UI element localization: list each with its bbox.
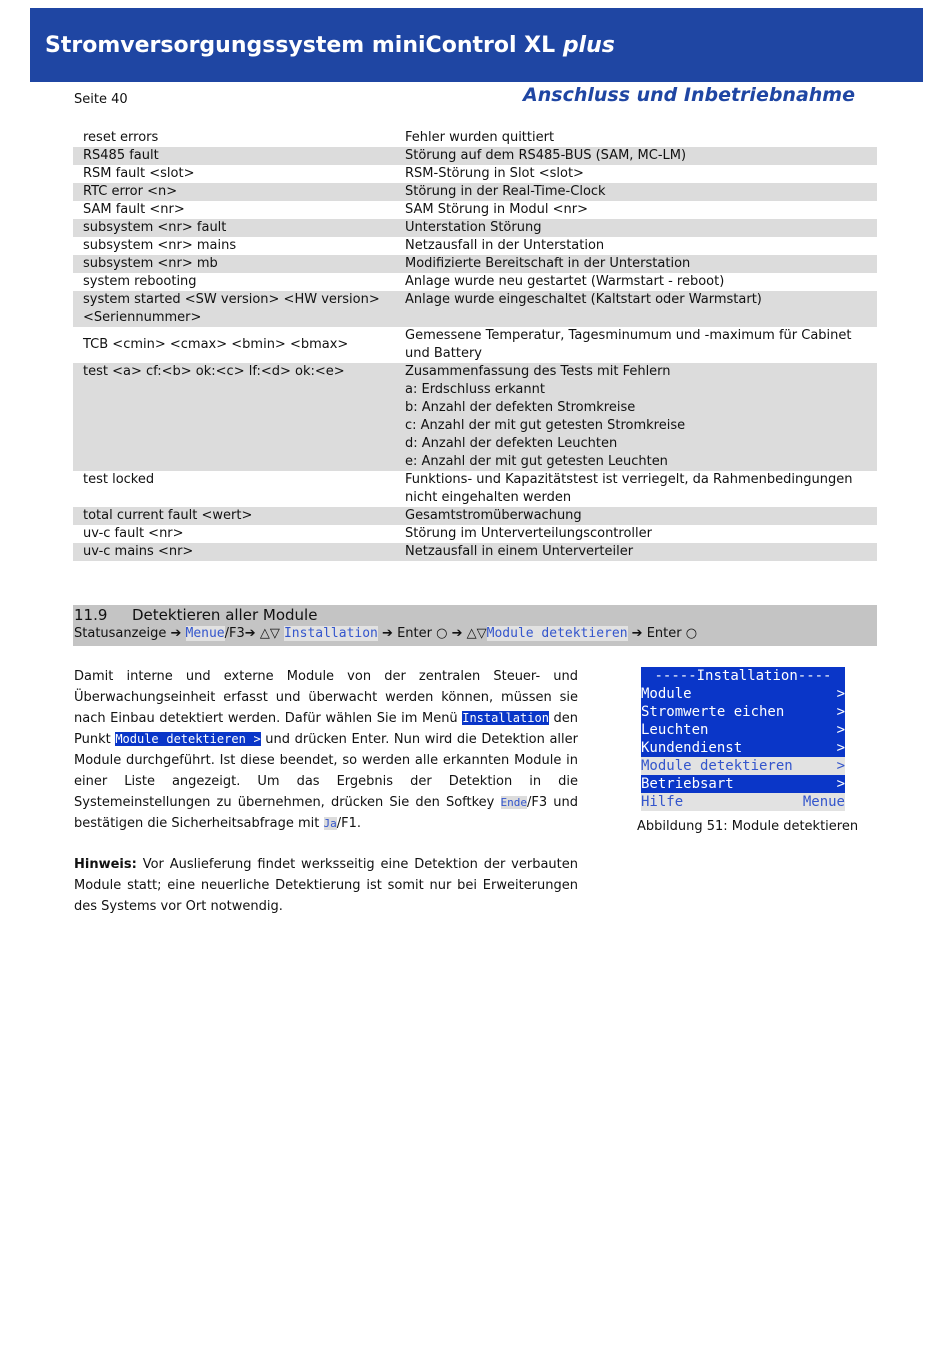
table-row bbox=[73, 183, 877, 201]
event-code: RSM fault <slot> bbox=[83, 166, 195, 181]
event-description-text: Unterstation Störung bbox=[405, 220, 542, 235]
lcd-item-arrow-icon: > bbox=[836, 776, 845, 792]
lcd-item-label: Kundendienst bbox=[641, 740, 743, 756]
event-description-text: Störung im Unterverteilungscontroller bbox=[405, 526, 652, 541]
table-row bbox=[73, 201, 877, 219]
enter-circle-icon: ○ bbox=[436, 626, 448, 641]
lcd-menu-item bbox=[641, 739, 845, 757]
table-row bbox=[73, 471, 877, 507]
up-down-icon: △▽ bbox=[466, 626, 487, 641]
lcd-menu-item bbox=[641, 721, 845, 739]
event-description bbox=[395, 129, 877, 147]
table-row bbox=[73, 165, 877, 183]
table-row bbox=[73, 525, 877, 543]
lcd-item-arrow-icon: > bbox=[836, 722, 845, 738]
lcd-item-label: Module bbox=[641, 686, 692, 702]
event-description bbox=[395, 507, 877, 525]
event-description bbox=[395, 525, 877, 543]
title-suffix: plus bbox=[562, 33, 615, 58]
lcd-item-arrow-icon: > bbox=[836, 704, 845, 720]
event-detail-line: a: Erdschluss erkannt bbox=[405, 382, 545, 397]
event-description-text: Fehler wurden quittiert bbox=[405, 130, 555, 145]
table-row bbox=[73, 255, 877, 273]
table-row bbox=[73, 327, 877, 363]
inline-ja: Ja bbox=[323, 817, 337, 830]
event-description-text: Anlage wurde neu gestartet (Warmstart - reboot) bbox=[405, 274, 725, 289]
section-number: 11.9 bbox=[74, 606, 108, 624]
event-code: RTC error <n> bbox=[73, 183, 395, 201]
lcd-menu-item bbox=[641, 757, 845, 775]
event-description bbox=[395, 327, 877, 363]
menu-path bbox=[74, 626, 697, 641]
event-description-text: Gemessene Temperatur, Tagesminumum und -maximum für Cabinet und Battery bbox=[405, 328, 852, 361]
table-row bbox=[73, 543, 877, 561]
inline-ende: Ende bbox=[500, 796, 527, 809]
event-code: SAM fault <nr> bbox=[83, 202, 185, 217]
path-f3: /F3 bbox=[224, 626, 245, 641]
event-description bbox=[395, 219, 877, 237]
figure-caption: Abbildung 51: Module detektieren bbox=[637, 819, 859, 834]
event-detail-line: e: Anzahl der mit gut getesten Leuchten bbox=[405, 454, 668, 469]
inline-module-detektieren: Module detektieren > bbox=[115, 732, 261, 746]
section-header bbox=[73, 605, 877, 646]
event-table bbox=[73, 129, 877, 561]
table-row bbox=[73, 363, 877, 471]
path-status: Statusanzeige bbox=[74, 626, 171, 641]
event-code: system started <SW version> <HW version> <Seriennummer> bbox=[73, 291, 395, 327]
arrow-icon: ➔ bbox=[244, 626, 256, 641]
event-description-text: SAM Störung in Modul <nr> bbox=[405, 202, 589, 217]
body-paragraph: Damit interne und externe Module von der zentralen Steuer- und Überwachungseinheit erfasst und überwacht werden können, müssen sie nach Einbau detektiert werden. Dafür wählen Sie im Menü Installation den Punkt Module detektieren > und drücken Enter. Nun wird die Detektion aller Module durchgeführt. Ist diese beendet, so werden alle erkannten Module in einer Liste angezeigt. Um das Ergebnis der Detektion in die Systemeinstellungen zu übernehmen, drücken Sie den Softkey Ende/F3 und bestätigen die Sicherheitsabfrage mit Ja/F1. bbox=[74, 669, 578, 831]
event-code: test <a> cf:<b> ok:<c> lf:<d> ok:<e> bbox=[73, 363, 395, 471]
table-row bbox=[73, 219, 877, 237]
lcd-display bbox=[641, 667, 845, 811]
event-description bbox=[395, 201, 877, 219]
path-installation: Installation bbox=[283, 626, 378, 641]
up-down-icon: △▽ bbox=[259, 626, 280, 641]
event-description bbox=[395, 183, 877, 201]
page-number: Seite 40 bbox=[74, 92, 128, 107]
lcd-item-label: Leuchten bbox=[641, 722, 709, 738]
event-description bbox=[395, 471, 877, 507]
event-description-text: Zusammenfassung des Tests mit Fehlern bbox=[405, 364, 671, 379]
event-description-text: Anlage wurde eingeschaltet (Kaltstart oder Warmstart) bbox=[405, 292, 762, 307]
event-description bbox=[395, 165, 877, 183]
event-description-text: Netzausfall in einem Unterverteiler bbox=[405, 544, 634, 559]
event-detail-line: d: Anzahl der defekten Leuchten bbox=[405, 436, 618, 451]
arrow-icon: ➔ bbox=[170, 626, 182, 641]
event-description bbox=[395, 543, 877, 561]
inline-installation: Installation bbox=[462, 711, 549, 725]
chapter-heading: Anschluss und Inbetriebnahme bbox=[523, 84, 855, 106]
event-description-text: Netzausfall in der Unterstation bbox=[405, 238, 605, 253]
event-code: test locked bbox=[83, 472, 155, 487]
event-code: subsystem <nr> fault bbox=[73, 219, 395, 237]
lcd-item-label: Stromwerte eichen bbox=[641, 704, 785, 720]
table-row bbox=[73, 273, 877, 291]
document-title: Stromversorgungssystem miniControl XL plus bbox=[45, 33, 615, 58]
lcd-menu-item bbox=[641, 685, 845, 703]
event-description bbox=[395, 273, 877, 291]
event-code: uv-c mains <nr> bbox=[73, 543, 395, 561]
hint-label: Hinweis: bbox=[74, 857, 137, 872]
path-enter: Enter bbox=[392, 626, 437, 641]
event-description-text: Störung in der Real-Time-Clock bbox=[405, 184, 606, 199]
event-description-text: Störung auf dem RS485-BUS (SAM, MC-LM) bbox=[405, 148, 687, 163]
event-description bbox=[395, 237, 877, 255]
path-menue: Menue bbox=[185, 626, 225, 641]
lcd-item-label: Betriebsart bbox=[641, 776, 734, 792]
event-detail-line: c: Anzahl der mit gut getesten Stromkreise bbox=[405, 418, 686, 433]
event-code: RS485 fault bbox=[73, 147, 395, 165]
event-code: TCB <cmin> <cmax> <bmin> <bmax> bbox=[83, 337, 349, 352]
lcd-item-label: Module detektieren bbox=[641, 758, 793, 774]
softkey-menue: Menue bbox=[802, 794, 845, 810]
table-row bbox=[73, 291, 877, 327]
event-description bbox=[395, 147, 877, 165]
event-description-text: Modifizierte Bereitschaft in der Unterstation bbox=[405, 256, 691, 271]
arrow-icon: ➔ bbox=[451, 626, 463, 641]
event-detail-line: b: Anzahl der defekten Stromkreise bbox=[405, 400, 636, 415]
table-row bbox=[73, 129, 877, 147]
table-row bbox=[73, 147, 877, 165]
event-code: subsystem <nr> mains bbox=[83, 238, 237, 253]
event-description-text: Funktions- und Kapazitätstest ist verriegelt, da Rahmenbedingungen nicht eingehalten werden bbox=[405, 472, 853, 505]
path-enter: Enter bbox=[642, 626, 686, 641]
event-description-text: RSM-Störung in Slot <slot> bbox=[405, 166, 584, 181]
lcd-item-arrow-icon: > bbox=[836, 686, 845, 702]
lcd-menu-item bbox=[641, 703, 845, 721]
lcd-menu-item bbox=[641, 775, 845, 793]
lcd-softkeys bbox=[641, 793, 845, 811]
event-description-text: Gesamtstromüberwachung bbox=[405, 508, 582, 523]
event-code: system rebooting bbox=[83, 274, 197, 289]
table-row bbox=[73, 237, 877, 255]
lcd-title: -----Installation---- bbox=[641, 667, 845, 685]
section-name: Detektieren aller Module bbox=[132, 606, 318, 624]
arrow-icon: ➔ bbox=[382, 626, 393, 641]
lcd-item-arrow-icon: > bbox=[836, 758, 845, 774]
event-code: uv-c fault <nr> bbox=[83, 526, 184, 541]
event-code: reset errors bbox=[83, 130, 159, 145]
section-title bbox=[74, 606, 317, 624]
event-description bbox=[395, 363, 877, 471]
arrow-icon: ➔ bbox=[631, 626, 643, 641]
lcd-item-arrow-icon: > bbox=[836, 740, 845, 756]
enter-circle-icon: ○ bbox=[685, 626, 698, 641]
event-code: subsystem <nr> mb bbox=[73, 255, 395, 273]
softkey-hilfe: Hilfe bbox=[641, 794, 684, 810]
hint-paragraph: Hinweis: Vor Auslieferung findet werksseitig eine Detektion der verbauten Module statt; eine neuerliche Detektierung ist somit nur bei Erweiterungen des Systems vor Ort notwendig. bbox=[74, 857, 578, 914]
table-row bbox=[73, 507, 877, 525]
path-module-detektieren: Module detektieren bbox=[486, 626, 628, 641]
event-description bbox=[395, 291, 877, 327]
event-description bbox=[395, 255, 877, 273]
event-code: total current fault <wert> bbox=[73, 507, 395, 525]
